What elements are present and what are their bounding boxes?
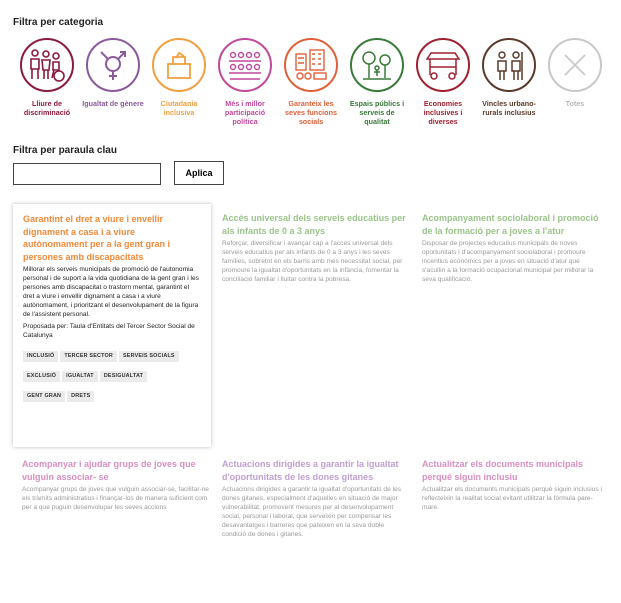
category-circle[interactable] — [350, 38, 404, 92]
category-circle[interactable] — [86, 38, 140, 92]
category-circle[interactable] — [218, 38, 272, 92]
category-espais-publics[interactable] — [346, 38, 408, 126]
close-icon — [560, 50, 590, 80]
apply-button[interactable]: Aplica — [174, 161, 224, 185]
category-circle[interactable] — [416, 38, 470, 92]
market-stall-icon — [424, 49, 462, 81]
category-economies-inclusives[interactable] — [412, 38, 474, 126]
card-description: Reforçar, diversificar i avançar cap a l'accés universal dels serveis educatius per als infants de 0 a 3 anys i les seves famílies, sobretot en els barris amb més necessitat social, per promoure la igualtat d'oportunitats en la infància, fomentar la conciliació familiar i lluitar contra la pobresa. — [222, 240, 403, 283]
card-title[interactable]: Acompanyar i ajudar grups de joves que vulguin associar- se — [22, 459, 196, 482]
proposal-card[interactable] — [422, 212, 602, 284]
tag[interactable]: INCLUSIÓ — [23, 351, 58, 362]
card-title[interactable]: Actualitzar els documents municipals perquè siguin inclusiu — [422, 459, 584, 482]
category-label: Vincles urbano-rurals inclusius — [482, 99, 536, 117]
category-totes[interactable] — [544, 38, 606, 108]
card-title[interactable]: Acompanyament sociolaboral i promoció de la formació per a joves a l'atur — [422, 213, 599, 236]
category-label: Més i millor participació política — [224, 99, 266, 126]
category-label: Espais públics i serveis de qualitat — [349, 99, 405, 126]
category-circle[interactable] — [20, 38, 74, 92]
assembly-icon — [226, 48, 264, 82]
card-description: Actuacions dirigides a garantir la igualtat d'oportunitats de les dones gitanes, especialment d'aquelles en situació de major vulnerabilitat, promovent mesures per al desenvolupament social, personal i laboral, que serveixin per compensar les desavantatges i barreres que pateixen en la seva doble condició de dones i gitanes. — [222, 486, 402, 538]
tag[interactable]: DESIGUALTAT — [100, 371, 147, 382]
proposal-card[interactable] — [422, 458, 606, 512]
proposal-card[interactable] — [222, 458, 404, 539]
proposal-card[interactable] — [22, 458, 210, 512]
category-label: Ciutadania inclusiva — [160, 99, 198, 117]
city-services-icon — [292, 48, 330, 82]
category-participacio-politica[interactable] — [214, 38, 276, 126]
card-description: Disposar de projectes educatius municipals de noves oportunitats i d'acompanyament sociolaboral i promoure incentius econòmics per a joves en situació d'atur que s'acullin a la formació ocupacional municipal per millorar la seva qualificació. — [422, 240, 594, 283]
category-label: Igualtat de gènere — [82, 99, 144, 108]
card-tags — [23, 344, 191, 404]
ballot-box-icon — [161, 47, 197, 83]
tag[interactable]: GENT GRAN — [23, 391, 65, 402]
people-diversity-icon — [27, 47, 67, 83]
category-circle[interactable] — [152, 38, 206, 92]
proposal-card[interactable] — [222, 212, 408, 284]
keyword-search-input[interactable] — [13, 163, 161, 185]
category-label: Lliure de discriminació — [23, 99, 71, 117]
category-ciutadania-inclusiva[interactable] — [148, 38, 210, 117]
category-circle[interactable] — [482, 38, 536, 92]
category-filter-list — [16, 38, 616, 133]
farmers-icon — [491, 48, 527, 82]
tag[interactable]: IGUALTAT — [62, 371, 98, 382]
category-circle[interactable] — [548, 38, 602, 92]
park-icon — [359, 48, 395, 82]
card-description: Acompanyar grups de joves que vulguin associar-se, facilitar-ne els tràmits administratius i finançar-los de manera suficient com per a que puguin desenvolupar les seves accions — [22, 486, 209, 511]
card-title[interactable]: Garantint el dret a viure i envellir dignament a casa i a viure autònomament per a la gent gran i persones amb discapacitats — [23, 214, 171, 262]
category-vincles-urbano-rurals[interactable] — [478, 38, 540, 117]
category-circle[interactable] — [284, 38, 338, 92]
gender-icon — [95, 47, 131, 83]
category-label: Economies inclusives i diverses — [423, 99, 463, 126]
tag[interactable]: DRETS — [67, 391, 94, 402]
card-description: Millorar els serveis municipals de promoció de l'autonomia personal i de suport a la vida quotidiana de la gent gran i les persones amb discapacitat o trastorn mental, garantint el dret a viure i envellir dignament a casa i a viure autònomament, i prioritzant el desenvolupament de la figura de l'assistent personal. — [23, 266, 199, 318]
category-label: Totes — [565, 99, 585, 108]
card-description: Actualitzar els documents municipals perquè siguin inclusius i reflecteixin la realitat social evitant utilitzar la fórmula pare-mare. — [422, 486, 602, 511]
proposal-card[interactable] — [13, 204, 211, 447]
tag[interactable]: EXCLUSIÓ — [23, 371, 60, 382]
tag[interactable]: SERVEIS SOCIALS — [119, 351, 179, 362]
category-igualtat-genere[interactable] — [82, 38, 144, 108]
category-label: Garanteix les seves funcions socials — [285, 99, 337, 126]
card-title[interactable]: Accés universal dels serveis educatius per als infants de 0 a 3 anys — [222, 213, 406, 236]
tag[interactable]: TERCER SECTOR — [60, 351, 117, 362]
category-funcions-socials[interactable] — [280, 38, 342, 126]
card-proposed-by: Proposada per: Taula d'Entitats del Tercer Sector Social de Catalunya — [23, 323, 195, 339]
keyword-filter-title: Filtra per paraula clau — [13, 145, 117, 156]
card-title[interactable]: Actuacions dirigides a garantir la igualtat d'oportunitats de les dones gitanes — [222, 459, 399, 482]
category-lliure-discriminacio[interactable] — [16, 38, 78, 117]
category-filter-title: Filtra per categoria — [13, 17, 104, 28]
